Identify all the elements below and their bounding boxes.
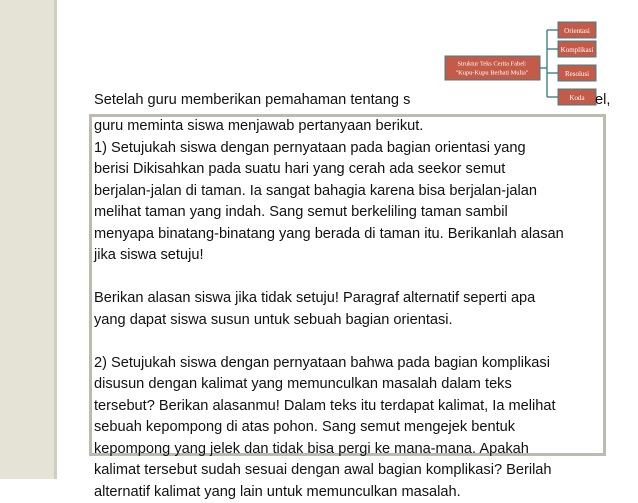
diagram-root-box (445, 56, 540, 80)
diagram-node-komplikasi (558, 41, 596, 57)
text-line: Berikan alasan siswa jika tidak setuju! Paragraf alternatif seperti apa (94, 288, 604, 310)
diagram-node-resolusi (558, 65, 596, 81)
diagram-node-koda (558, 89, 596, 105)
text-line: menyapa binatang-binatang yang berada di taman itu. Berikanlah alasan (94, 224, 604, 246)
text-line: berjalan-jalan di taman. Ia sangat bahagia karena bisa berjalan-jalan (94, 181, 604, 203)
text-line: kalimat tersebut sudah sesuai dengan awal bagian komplikasi? Berilah (94, 460, 604, 482)
overlay-intro-text: Setelah guru memberikan pemahaman tentang s (94, 90, 410, 111)
diagram-root-label-line2: "Kupu-Kupu Berhati Mulia" (455, 70, 528, 77)
text-line: melihat taman yang indah. Sang semut berkeliling taman sambil (94, 202, 604, 224)
text-line: tersebut? Berikan alasanmu! Dalam teks itu terdapat kalimat, Ia melihat (94, 396, 604, 418)
text-line: guru meminta siswa menjawab pertanyaan berikut. (94, 116, 604, 138)
text-line: 2) Setujukah siswa dengan pernyataan bahwa pada bagian komplikasi (94, 353, 604, 375)
text-line: disusun dengan kalimat yang memunculkan masalah dalam teks (94, 374, 604, 396)
question-paragraphs (94, 116, 604, 503)
text-line: jika siswa setuju! (94, 245, 604, 267)
diagram-connectors (540, 30, 558, 97)
diagram-node-label: Orientasi (564, 27, 590, 35)
text-line: yang dapat siswa susun untuk sebuah bagian orientasi. (94, 310, 604, 332)
diagram-node-label: Komplikasi (561, 46, 594, 54)
diagram-node-label: Koda (569, 94, 585, 102)
paragraph-gap (94, 331, 604, 353)
diagram-root-label-line1: Struktur Teks Cerita Fabel: (457, 61, 526, 68)
diagram-node-label: Resolusi (565, 70, 589, 78)
diagram-node-orientasi (558, 22, 596, 38)
text-line: kepompong yang jelek dan tidak bisa pergi ke mana-mana. Apakah (94, 439, 604, 461)
text-line: berisi Dikisahkan pada suatu hari yang cerah ada seekor semut (94, 159, 604, 181)
text-line: 1) Setujukah siswa dengan pernyataan pada bagian orientasi yang (94, 138, 604, 160)
text-line: sebuah kepompong di atas pohon. Sang semut mengejek bentuk (94, 417, 604, 439)
text-line: alternatif kalimat yang lain untuk memunculkan masalah. (94, 482, 604, 503)
overlay-intro-tail: el, (595, 90, 610, 111)
paragraph-gap (94, 267, 604, 289)
